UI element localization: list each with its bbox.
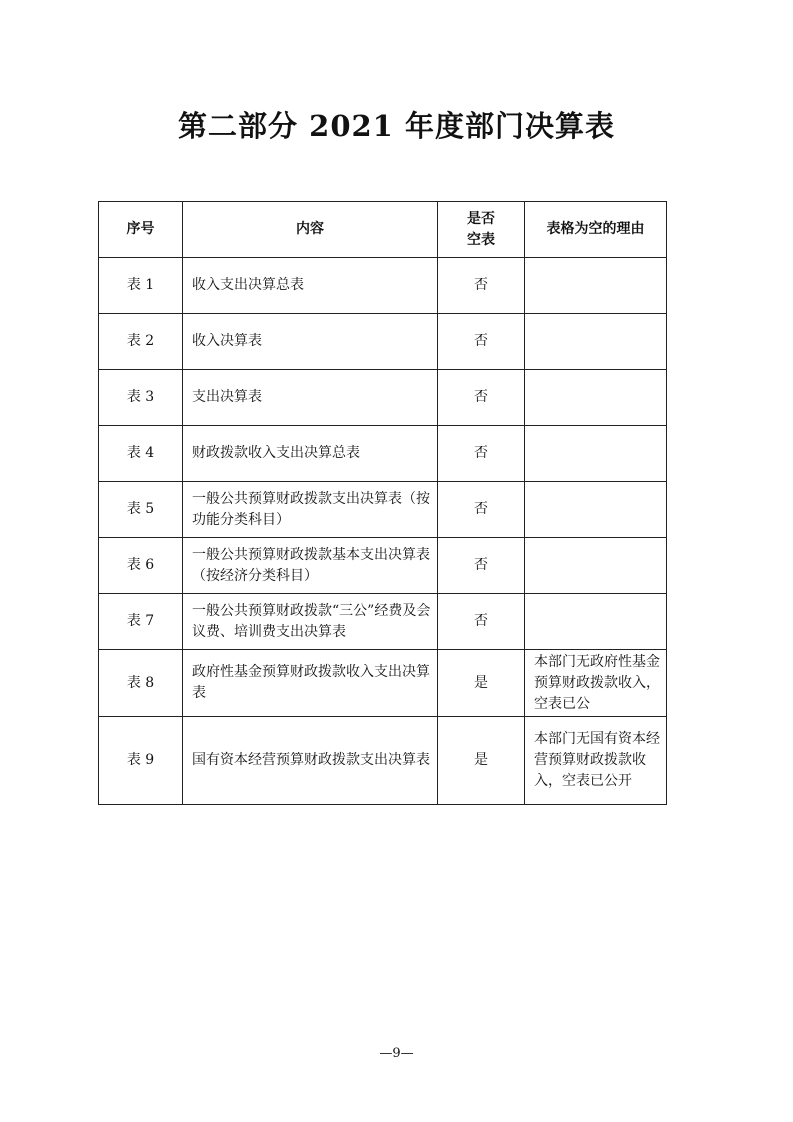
table-row: [99, 314, 667, 370]
row-content: 收入支出决算总表: [183, 258, 438, 314]
table-row: [99, 650, 667, 717]
row-reason: [525, 594, 667, 650]
row-reason: [525, 482, 667, 538]
table-row: [99, 258, 667, 314]
row-reason: [525, 314, 667, 370]
header-empty-line2: 空表: [467, 231, 495, 248]
budget-table: [98, 201, 667, 805]
table-header-row: [99, 202, 667, 258]
row-seq: 表 6: [99, 538, 183, 594]
row-empty: 是: [438, 650, 525, 717]
row-empty: 否: [438, 538, 525, 594]
row-empty: 否: [438, 594, 525, 650]
header-seq: 序号: [99, 202, 183, 258]
row-content: 支出决算表: [183, 370, 438, 426]
row-content: 一般公共预算财政拨款支出决算表（按功能分类科目）: [183, 482, 438, 538]
row-empty: 否: [438, 314, 525, 370]
row-reason: [525, 538, 667, 594]
header-content: 内容: [183, 202, 438, 258]
row-content: 政府性基金预算财政拨款收入支出决算表: [183, 650, 438, 717]
table-row: [99, 538, 667, 594]
row-content: 收入决算表: [183, 314, 438, 370]
page-title: 第二部分 2021 年度部门决算表: [178, 109, 615, 143]
row-seq: 表 8: [99, 650, 183, 717]
row-seq: 表 4: [99, 426, 183, 482]
row-empty: 否: [438, 426, 525, 482]
row-seq: 表 2: [99, 314, 183, 370]
header-empty: [438, 202, 525, 258]
row-reason: 本部门无政府性基金预算财政拨款收入，空表已公: [525, 650, 667, 717]
row-content: 一般公共预算财政拨款“三公”经费及会议费、培训费支出决算表: [183, 594, 438, 650]
header-reason: 表格为空的理由: [525, 202, 667, 258]
page-number: —9—: [379, 1046, 414, 1061]
row-reason: [525, 426, 667, 482]
row-seq: 表 5: [99, 482, 183, 538]
row-seq: 表 3: [99, 370, 183, 426]
row-seq: 表 7: [99, 594, 183, 650]
table-row: [99, 482, 667, 538]
table-row: [99, 426, 667, 482]
table-row: [99, 370, 667, 426]
table-row: [99, 594, 667, 650]
row-reason: [525, 370, 667, 426]
row-empty: 否: [438, 258, 525, 314]
header-empty-line1: 是否: [467, 210, 495, 227]
row-reason: [525, 258, 667, 314]
row-content: 国有资本经营预算财政拨款支出决算表: [183, 717, 438, 805]
table-row: [99, 717, 667, 805]
row-content: 一般公共预算财政拨款基本支出决算表 （按经济分类科目）: [183, 538, 438, 594]
row-empty: 是: [438, 717, 525, 805]
row-seq: 表 9: [99, 717, 183, 805]
row-seq: 表 1: [99, 258, 183, 314]
row-empty: 否: [438, 370, 525, 426]
row-empty: 否: [438, 482, 525, 538]
row-reason: 本部门无国有资本经营预算财政拨款收入，空表已公开: [525, 717, 667, 805]
row-content: 财政拨款收入支出决算总表: [183, 426, 438, 482]
